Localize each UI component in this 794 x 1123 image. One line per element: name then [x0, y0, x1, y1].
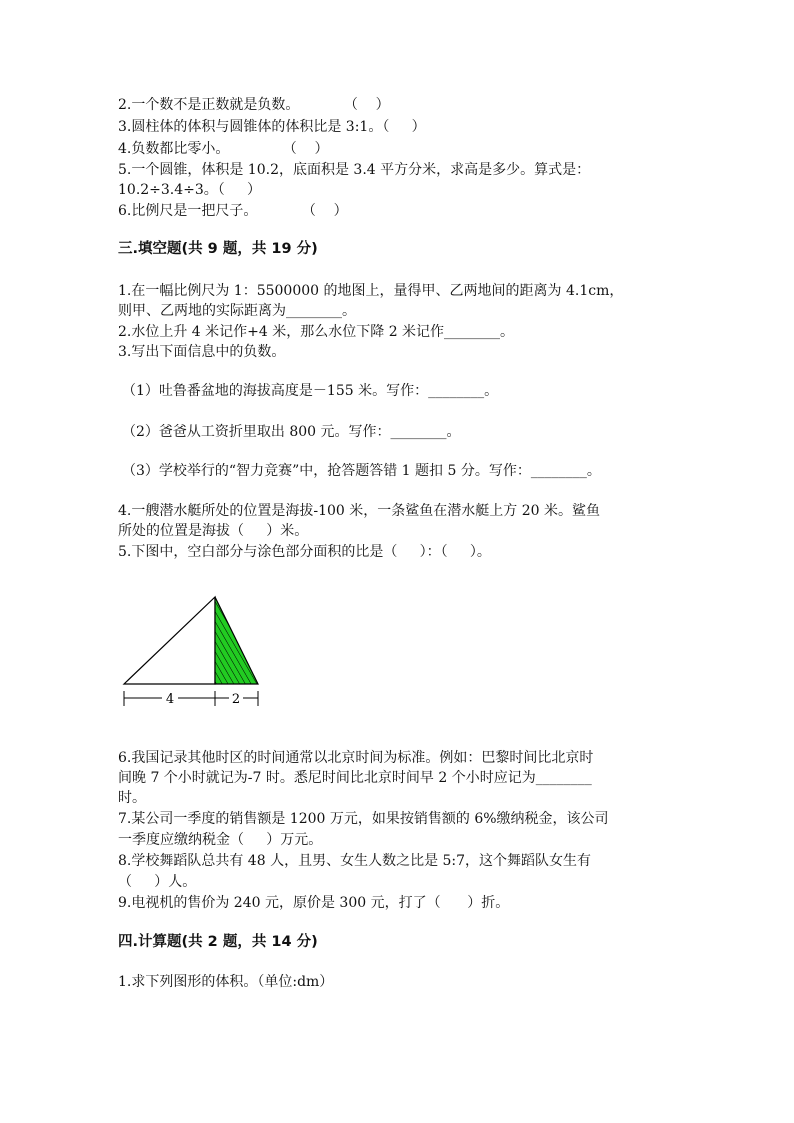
dimension-label-left: 4	[165, 692, 175, 707]
shaded-region	[215, 597, 258, 684]
fill-q4-line1: 4.一艘潜水艇所处的位置是海拔-100 米，一条鲨鱼在潜水艇上方 20 米。鲨鱼	[118, 503, 600, 519]
fill-q8-line1: 8.学校舞蹈队总共有 48 人，且男、女生人数之比是 5:7，这个舞蹈队女生有	[118, 853, 592, 869]
judgement-q5-line1: 5.一个圆锥，体积是 10.2，底面积是 3.4 平方分米，求高是多少。算式是：	[118, 162, 591, 178]
fill-q6-line3: 时。	[118, 790, 146, 806]
fill-q3: 3.写出下面信息中的负数。	[118, 344, 286, 360]
fill-q8-line2: （ ）人。	[118, 874, 197, 890]
fill-q3-item2: （2）爸爸从工资折里取出 800 元。写作：________。	[122, 424, 461, 440]
fill-q5: 5.下图中，空白部分与涂色部分面积的比是（ ）：（ ）。	[118, 544, 491, 560]
judgement-q2: 2.一个数不是正数就是负数。 （ ）	[118, 97, 390, 113]
fill-q6-line1: 6.我国记录其他时区的时间通常以北京时间为标准。例如：巴黎时间比北京时	[118, 750, 594, 766]
triangle-figure	[110, 590, 280, 715]
fill-q7-line2: 一季度应缴纳税金（ ）万元。	[118, 832, 323, 848]
fill-q1-line2: 则甲、乙两地的实际距离为________。	[118, 303, 356, 319]
section3-heading: 三.填空题(共 9 题，共 19 分)	[118, 241, 318, 257]
judgement-q4: 4.负数都比零小。 （ ）	[118, 141, 329, 157]
fill-q1-line1: 1.在一幅比例尺为 1：5500000 的地图上，量得甲、乙两地间的距离为 4.1cm，	[118, 283, 624, 299]
calc-q1: 1.求下列图形的体积。（单位:dm）	[118, 974, 334, 990]
dimension-label-right: 2	[231, 692, 241, 707]
white-region	[124, 597, 215, 684]
fill-q4-line2: 所处的位置是海拔（ ）米。	[118, 523, 309, 539]
fill-q9: 9.电视机的售价为 240 元，原价是 300 元，打了（ ）折。	[118, 895, 510, 911]
fill-q7-line1: 7.某公司一季度的销售额是 1200 万元，如果按销售额的 6%缴纳税金，该公司	[118, 811, 609, 827]
fill-q3-item1: （1）吐鲁番盆地的海拔高度是－155 米。写作：________。	[122, 383, 499, 399]
judgement-q5-line2: 10.2÷3.4÷3。（ ）	[118, 182, 262, 198]
judgement-q3: 3.圆柱体的体积与圆锥体的体积比是 3:1。（ ）	[118, 119, 426, 135]
fill-q3-item3: （3）学校举行的“智力竞赛”中，抢答题答错 1 题扣 5 分。写作：________。	[122, 463, 601, 479]
fill-q6-line2: 间晚 7 个小时就记为-7 时。悉尼时间比北京时间早 2 个小时应记为________	[118, 770, 592, 786]
judgement-q6: 6.比例尺是一把尺子。 （ ）	[118, 203, 348, 219]
section4-heading: 四.计算题(共 2 题，共 14 分)	[118, 934, 318, 950]
fill-q2: 2.水位上升 4 米记作+4 米，那么水位下降 2 米记作________。	[118, 324, 515, 340]
